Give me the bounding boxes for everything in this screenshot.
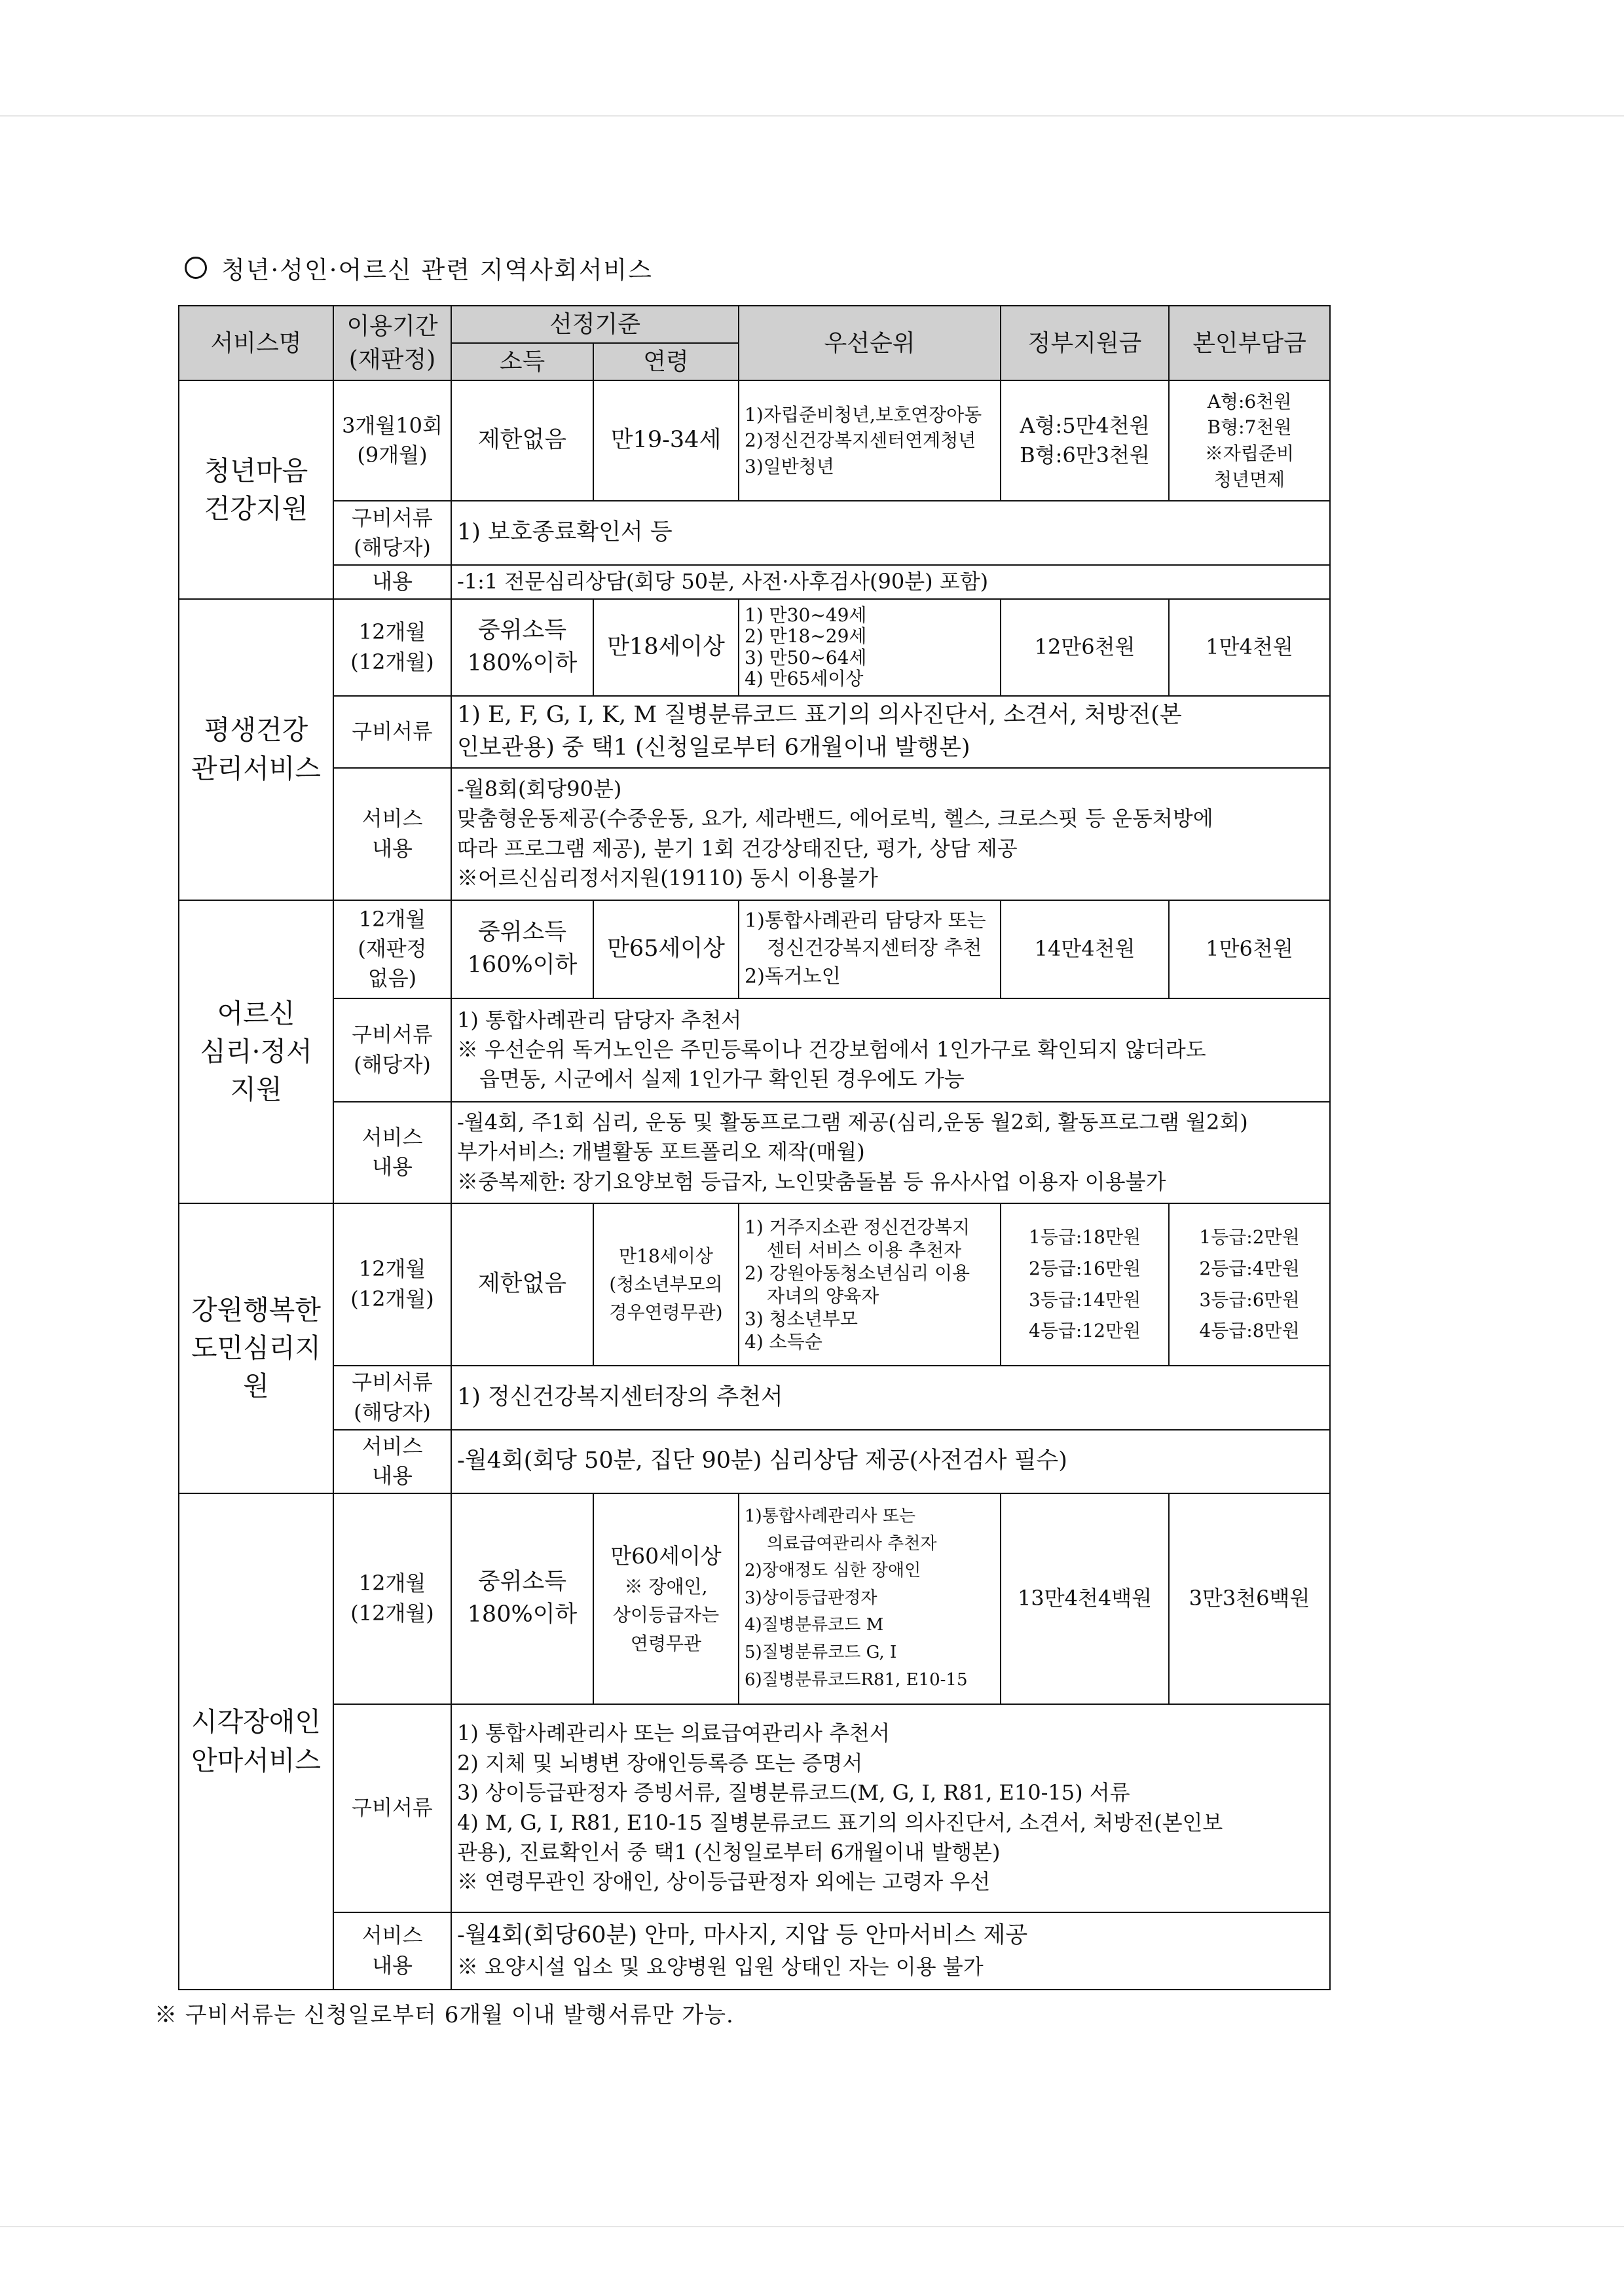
content-label: 서비스 내용 bbox=[333, 1912, 451, 1990]
service-name-gangwon-psych: 강원행복한 도민심리지원 bbox=[179, 1203, 333, 1493]
service-name-visual-massage: 시각장애인 안마서비스 bbox=[179, 1493, 333, 1990]
docs-label: 구비서류 (해당자) bbox=[333, 998, 451, 1102]
priority-cell: 1)자립준비청년,보호연장아동 2)정신건강복지센터연계청년 3)일반청년 bbox=[739, 380, 1001, 501]
priority-cell: 1)통합사례관리 담당자 또는 정신건강복지센터장 추천 2)독거노인 bbox=[739, 900, 1001, 998]
age-cell: 만65세이상 bbox=[593, 900, 739, 998]
table-row bbox=[179, 1366, 1330, 1430]
income-cell: 중위소득 160%이하 bbox=[451, 900, 593, 998]
gov-support-cell: 13만4천4백원 bbox=[1001, 1493, 1169, 1704]
table-row bbox=[179, 1430, 1330, 1493]
table-row bbox=[179, 1102, 1330, 1203]
table-row bbox=[179, 696, 1330, 768]
age-cell: 만19-34세 bbox=[593, 380, 739, 501]
content-label: 서비스 내용 bbox=[333, 768, 451, 900]
content-label: 서비스 내용 bbox=[333, 1102, 451, 1203]
docs-label: 구비서류 bbox=[333, 1704, 451, 1912]
table-row bbox=[179, 998, 1330, 1102]
income-cell: 제한없음 bbox=[451, 1203, 593, 1366]
self-pay-cell: 1등급:2만원 2등급:4만원 3등급:6만원 4등급:8만원 bbox=[1169, 1203, 1330, 1366]
table-row bbox=[179, 501, 1330, 565]
table-row bbox=[179, 768, 1330, 900]
section-title bbox=[185, 250, 653, 285]
gov-support-cell: A형:5만4천원 B형:6만3천원 bbox=[1001, 380, 1169, 501]
table-row bbox=[179, 1704, 1330, 1912]
docs-label: 구비서류 (해당자) bbox=[333, 501, 451, 565]
content-cell: -월4회(회당60분) 안마, 마사지, 지압 등 안마서비스 제공 ※ 요양시설 입소 및 요양병원 입원 상태인 자는 이용 불가 bbox=[451, 1912, 1330, 1990]
income-cell: 중위소득 180%이하 bbox=[451, 1493, 593, 1704]
table-row bbox=[179, 565, 1330, 598]
header-service-name: 서비스명 bbox=[179, 306, 333, 380]
priority-cell: 1)통합사례관리사 또는 의료급여관리사 추천자 2)장애정도 심한 장애인 3)상이등급판정자 4)질병분류코드 M 5)질병분류코드 G, I 6)질병분류코드R81, E10-15 bbox=[739, 1493, 1001, 1704]
content-cell: -1:1 전문심리상담(회당 50분, 사전·사후검사(90분) 포함) bbox=[451, 565, 1330, 598]
self-pay-cell: 3만3천6백원 bbox=[1169, 1493, 1330, 1704]
docs-cell: 1) 보호종료확인서 등 bbox=[451, 501, 1330, 565]
table-row bbox=[179, 380, 1330, 501]
content-cell: -월4회(회당 50분, 집단 90분) 심리상담 제공(사전검사 필수) bbox=[451, 1430, 1330, 1493]
table-header-row bbox=[179, 306, 1330, 343]
gov-support-cell: 1등급:18만원 2등급:16만원 3등급:14만원 4등급:12만원 bbox=[1001, 1203, 1169, 1366]
docs-cell: 1) 정신건강복지센터장의 추천서 bbox=[451, 1366, 1330, 1430]
age-cell: 만18세이상 bbox=[593, 599, 739, 696]
service-name-lifelong-health: 평생건강 관리서비스 bbox=[179, 599, 333, 900]
gov-support-cell: 14만4천원 bbox=[1001, 900, 1169, 998]
circle-bullet-icon bbox=[185, 257, 207, 279]
service-name-senior-psych: 어르신 심리·정서 지원 bbox=[179, 900, 333, 1203]
period-cell: 12개월 (12개월) bbox=[333, 1203, 451, 1366]
priority-cell: 1) 거주지소관 정신건강복지 센터 서비스 이용 추천자 2) 강원아동청소년심리 이용 자녀의 양육자 3) 청소년부모 4) 소득순 bbox=[739, 1203, 1001, 1366]
header-priority: 우선순위 bbox=[739, 306, 1001, 380]
age-cell: 만18세이상 (청소년부모의 경우연령무관) bbox=[593, 1203, 739, 1366]
period-cell: 12개월 (12개월) bbox=[333, 599, 451, 696]
docs-cell: 1) 통합사례관리사 또는 의료급여관리사 추천서 2) 지체 및 뇌병변 장애인등록증 또는 증명서 3) 상이등급판정자 증빙서류, 질병분류코드(M, G, I, R81, E10-15) 서류 4) M, G, I, R81, E10-15 질병분류코드 표기의 의사진단서, 소견서, 처방전(본인보 관용), 진료확인서 중 택1 (신청일로부터 6개월이내 발행본) ※ 연령무관인 장애인, 상이등급판정자 외에는 고령자 우선 bbox=[451, 1704, 1330, 1912]
docs-cell: 1) E, F, G, I, K, M 질병분류코드 표기의 의사진단서, 소견서, 처방전(본 인보관용) 중 택1 (신청일로부터 6개월이내 발행본) bbox=[451, 696, 1330, 768]
income-cell: 제한없음 bbox=[451, 380, 593, 501]
header-age: 연령 bbox=[593, 343, 739, 380]
table-row bbox=[179, 900, 1330, 998]
header-gov-support: 정부지원금 bbox=[1001, 306, 1169, 380]
service-table bbox=[178, 305, 1331, 1990]
header-self-pay: 본인부담금 bbox=[1169, 306, 1330, 380]
footer-note: ※ 구비서류는 신청일로부터 6개월 이내 발행서류만 가능. bbox=[155, 2002, 734, 2028]
self-pay-cell: 1만6천원 bbox=[1169, 900, 1330, 998]
section-title-text: 청년·성인·어르신 관련 지역사회서비스 bbox=[221, 256, 653, 284]
table-row bbox=[179, 1493, 1330, 1704]
income-cell: 중위소득 180%이하 bbox=[451, 599, 593, 696]
service-name-youth: 청년마음 건강지원 bbox=[179, 380, 333, 598]
content-label: 내용 bbox=[333, 565, 451, 598]
age-cell: 만60세이상 ※ 장애인, 상이등급자는 연령무관 bbox=[593, 1493, 739, 1704]
header-income: 소득 bbox=[451, 343, 593, 380]
content-cell: -월4회, 주1회 심리, 운동 및 활동프로그램 제공(심리,운동 월2회, 활동프로그램 월2회) 부가서비스: 개별활동 포트폴리오 제작(매월) ※중복제한: 장기요양보험 등급자, 노인맞춤돌봄 등 유사사업 이용자 이용불가 bbox=[451, 1102, 1330, 1203]
docs-cell: 1) 통합사례관리 담당자 추천서 ※ 우선순위 독거노인은 주민등록이나 건강보험에서 1인가구로 확인되지 않더라도 읍면동, 시군에서 실제 1인가구 확인된 경우에도 가능 bbox=[451, 998, 1330, 1102]
gov-support-cell: 12만6천원 bbox=[1001, 599, 1169, 696]
period-cell: 12개월 (재판정 없음) bbox=[333, 900, 451, 998]
docs-label: 구비서류 (해당자) bbox=[333, 1366, 451, 1430]
table-row bbox=[179, 1912, 1330, 1990]
docs-label: 구비서류 bbox=[333, 696, 451, 768]
table-row bbox=[179, 599, 1330, 696]
table-row bbox=[179, 1203, 1330, 1366]
header-criteria: 선정기준 bbox=[451, 306, 739, 343]
self-pay-cell: 1만4천원 bbox=[1169, 599, 1330, 696]
period-cell: 3개월10회 (9개월) bbox=[333, 380, 451, 501]
content-cell: -월8회(회당90분) 맞춤형운동제공(수중운동, 요가, 세라밴드, 에어로빅, 헬스, 크로스핏 등 운동처방에 따라 프로그램 제공), 분기 1회 건강상태진단, 평가, 상담 제공 ※어르신심리정서지원(19110) 동시 이용불가 bbox=[451, 768, 1330, 900]
scan-edge-bottom bbox=[0, 2226, 1624, 2227]
content-label: 서비스 내용 bbox=[333, 1430, 451, 1493]
header-period: 이용기간 (재판정) bbox=[333, 306, 451, 380]
self-pay-cell: A형:6천원 B형:7천원 ※자립준비 청년면제 bbox=[1169, 380, 1330, 501]
priority-cell: 1) 만30~49세 2) 만18~29세 3) 만50~64세 4) 만65세이상 bbox=[739, 599, 1001, 696]
scan-edge-top bbox=[0, 115, 1624, 117]
period-cell: 12개월 (12개월) bbox=[333, 1493, 451, 1704]
